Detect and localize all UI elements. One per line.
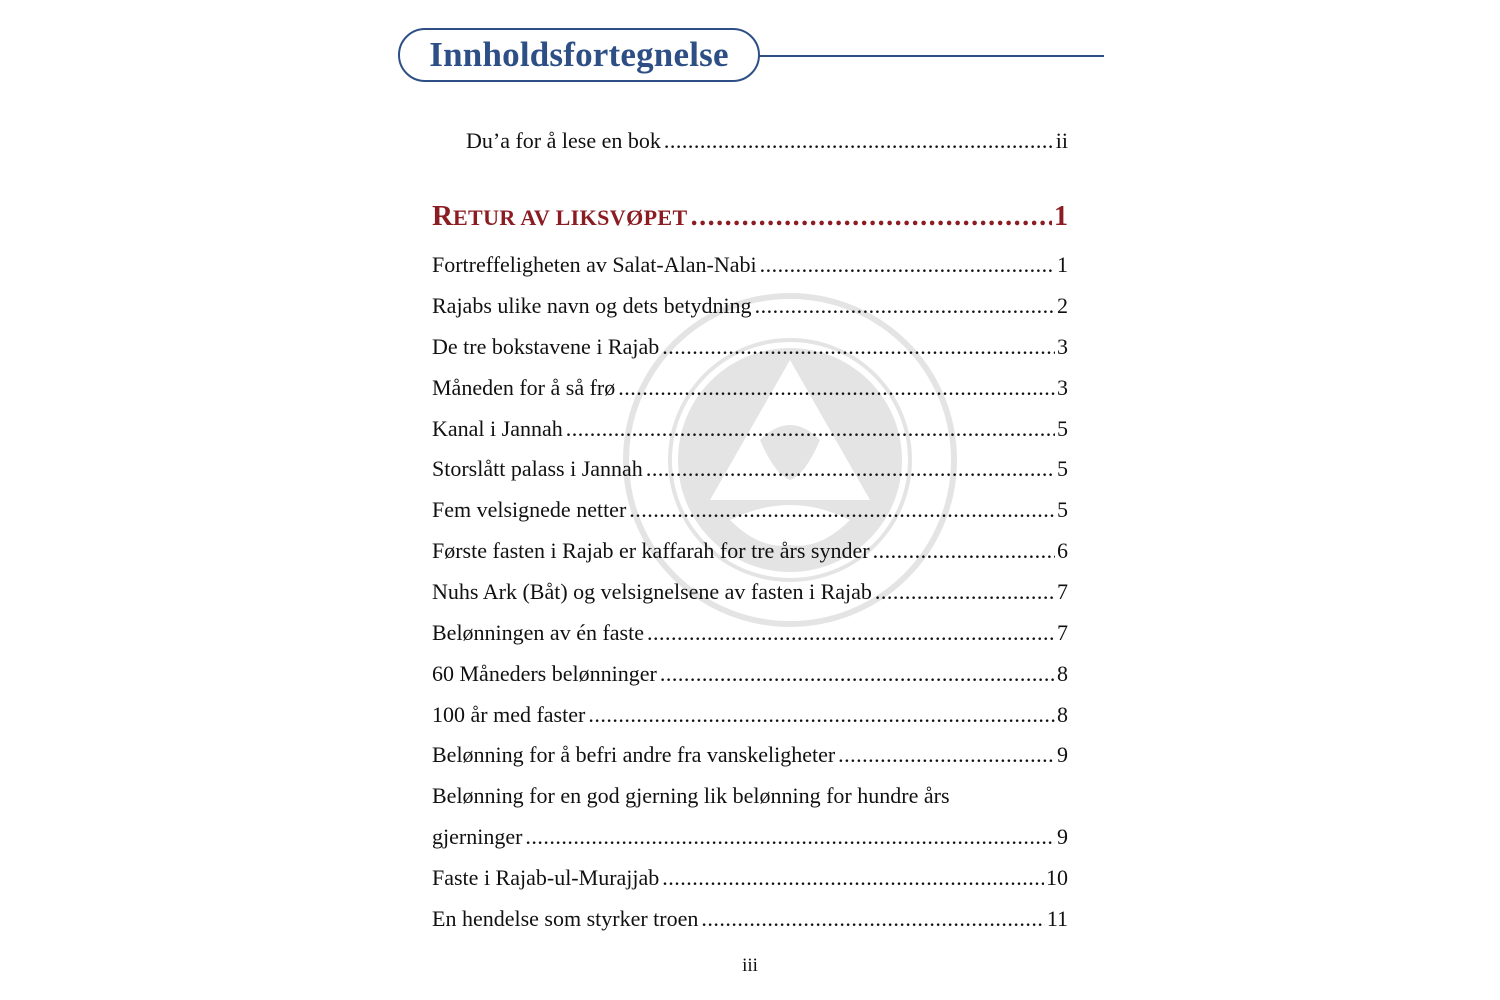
dot-leader (525, 822, 1055, 852)
dot-leader (760, 250, 1055, 280)
toc-entry-page: 2 (1057, 293, 1068, 318)
toc-entry-title: Faste i Rajab-ul-Murajjab (432, 865, 660, 890)
header-rule (758, 55, 1104, 57)
toc-entry-page: 11 (1046, 906, 1068, 931)
toc-entry-title: Belønning for å befri andre fra vanskeligheter (432, 742, 836, 767)
toc-entry-page: ii (1055, 128, 1068, 153)
toc-entry-page: 3 (1057, 334, 1068, 359)
toc-entry-page: 7 (1057, 620, 1068, 645)
toc-entry-page: 10 (1046, 865, 1068, 890)
dot-leader (662, 332, 1055, 362)
toc-entry[interactable] (432, 700, 1068, 730)
chapter-title-initial: R (432, 200, 453, 232)
toc-entry[interactable] (432, 373, 1068, 403)
toc-entry[interactable] (432, 291, 1068, 321)
toc-entry[interactable] (432, 414, 1068, 444)
toc-entry[interactable] (432, 740, 1068, 770)
dot-leader (629, 495, 1055, 525)
dot-leader (647, 618, 1055, 648)
page-title: Innholdsfortegnelse (429, 35, 729, 74)
toc-entry-title: Måneden for å så frø (432, 375, 616, 400)
toc-entry-title: 100 år med faster (432, 702, 586, 727)
toc-entry[interactable] (432, 332, 1068, 362)
dot-leader (588, 700, 1055, 730)
toc-entry-title: Belønning for en god gjerning lik belønning for hundre års (432, 783, 950, 808)
dot-leader (691, 199, 1052, 234)
toc-chapter-heading[interactable] (432, 198, 1068, 234)
dot-leader (755, 291, 1055, 321)
toc-entry[interactable] (432, 454, 1068, 484)
dot-leader (566, 414, 1055, 444)
toc-entry-multiline-second[interactable] (432, 822, 1068, 852)
toc-entry-page: 6 (1057, 538, 1068, 563)
chapter-title-rest: ETUR AV LIKSVØPET (452, 205, 688, 230)
toc-entry[interactable] (432, 863, 1068, 893)
page-number: iii (742, 955, 758, 976)
toc-entry[interactable] (432, 904, 1068, 934)
dot-leader (875, 577, 1055, 607)
toc-entry-title-continued: gjerninger (432, 824, 523, 849)
toc-entry-page: 9 (1057, 824, 1068, 849)
toc-entry-page: 9 (1057, 742, 1068, 767)
dot-leader (646, 454, 1055, 484)
dot-leader (701, 904, 1044, 934)
toc-entry-page: 5 (1057, 456, 1068, 481)
toc-entry[interactable] (432, 577, 1068, 607)
toc-entry-title: Rajabs ulike navn og dets betydning (432, 293, 752, 318)
toc-entry-title: 60 Måneders belønninger (432, 661, 657, 686)
dot-leader (664, 126, 1054, 156)
toc-entry-title: Første fasten i Rajab er kaffarah for tre års synder (432, 538, 870, 563)
toc-entry-title: Nuhs Ark (Båt) og velsignelsene av fasten i Rajab (432, 579, 872, 604)
toc-entry-title: Kanal i Jannah (432, 416, 563, 441)
toc-entry-title: Storslått palass i Jannah (432, 456, 643, 481)
toc-entry-multiline-first[interactable] (432, 781, 1068, 811)
toc-entry-preface[interactable] (466, 126, 1068, 156)
toc-entry[interactable] (432, 536, 1068, 566)
dot-leader (838, 740, 1055, 770)
dot-leader (873, 536, 1055, 566)
toc-entry-title: Fem velsignede netter (432, 497, 627, 522)
dot-leader (618, 373, 1055, 403)
toc-entry[interactable] (432, 250, 1068, 280)
toc-entry-page: 8 (1057, 661, 1068, 686)
chapter-title (432, 198, 691, 234)
toc-entry-page: 3 (1057, 375, 1068, 400)
toc-header (398, 28, 1104, 86)
toc-entry-title: De tre bokstavene i Rajab (432, 334, 660, 359)
dot-leader (660, 659, 1055, 689)
toc-entry-title: En hendelse som styrker troen (432, 906, 699, 931)
toc-entry[interactable] (432, 659, 1068, 689)
toc-entry[interactable] (432, 495, 1068, 525)
toc-entry-page: 8 (1057, 702, 1068, 727)
toc-entry-title: Belønningen av én faste (432, 620, 644, 645)
dot-leader (662, 863, 1044, 893)
toc-entry-title: Fortreffeligheten av Salat-Alan-Nabi (432, 252, 757, 277)
toc-entry-page: 7 (1057, 579, 1068, 604)
toc-entry-page: 5 (1057, 497, 1068, 522)
toc-entry-page: 5 (1057, 416, 1068, 441)
chapter-page: 1 (1054, 201, 1068, 232)
toc-entry[interactable] (432, 618, 1068, 648)
toc-entry-page: 1 (1057, 252, 1068, 277)
toc-entry-title: Du’a for å lese en bok (466, 128, 661, 153)
